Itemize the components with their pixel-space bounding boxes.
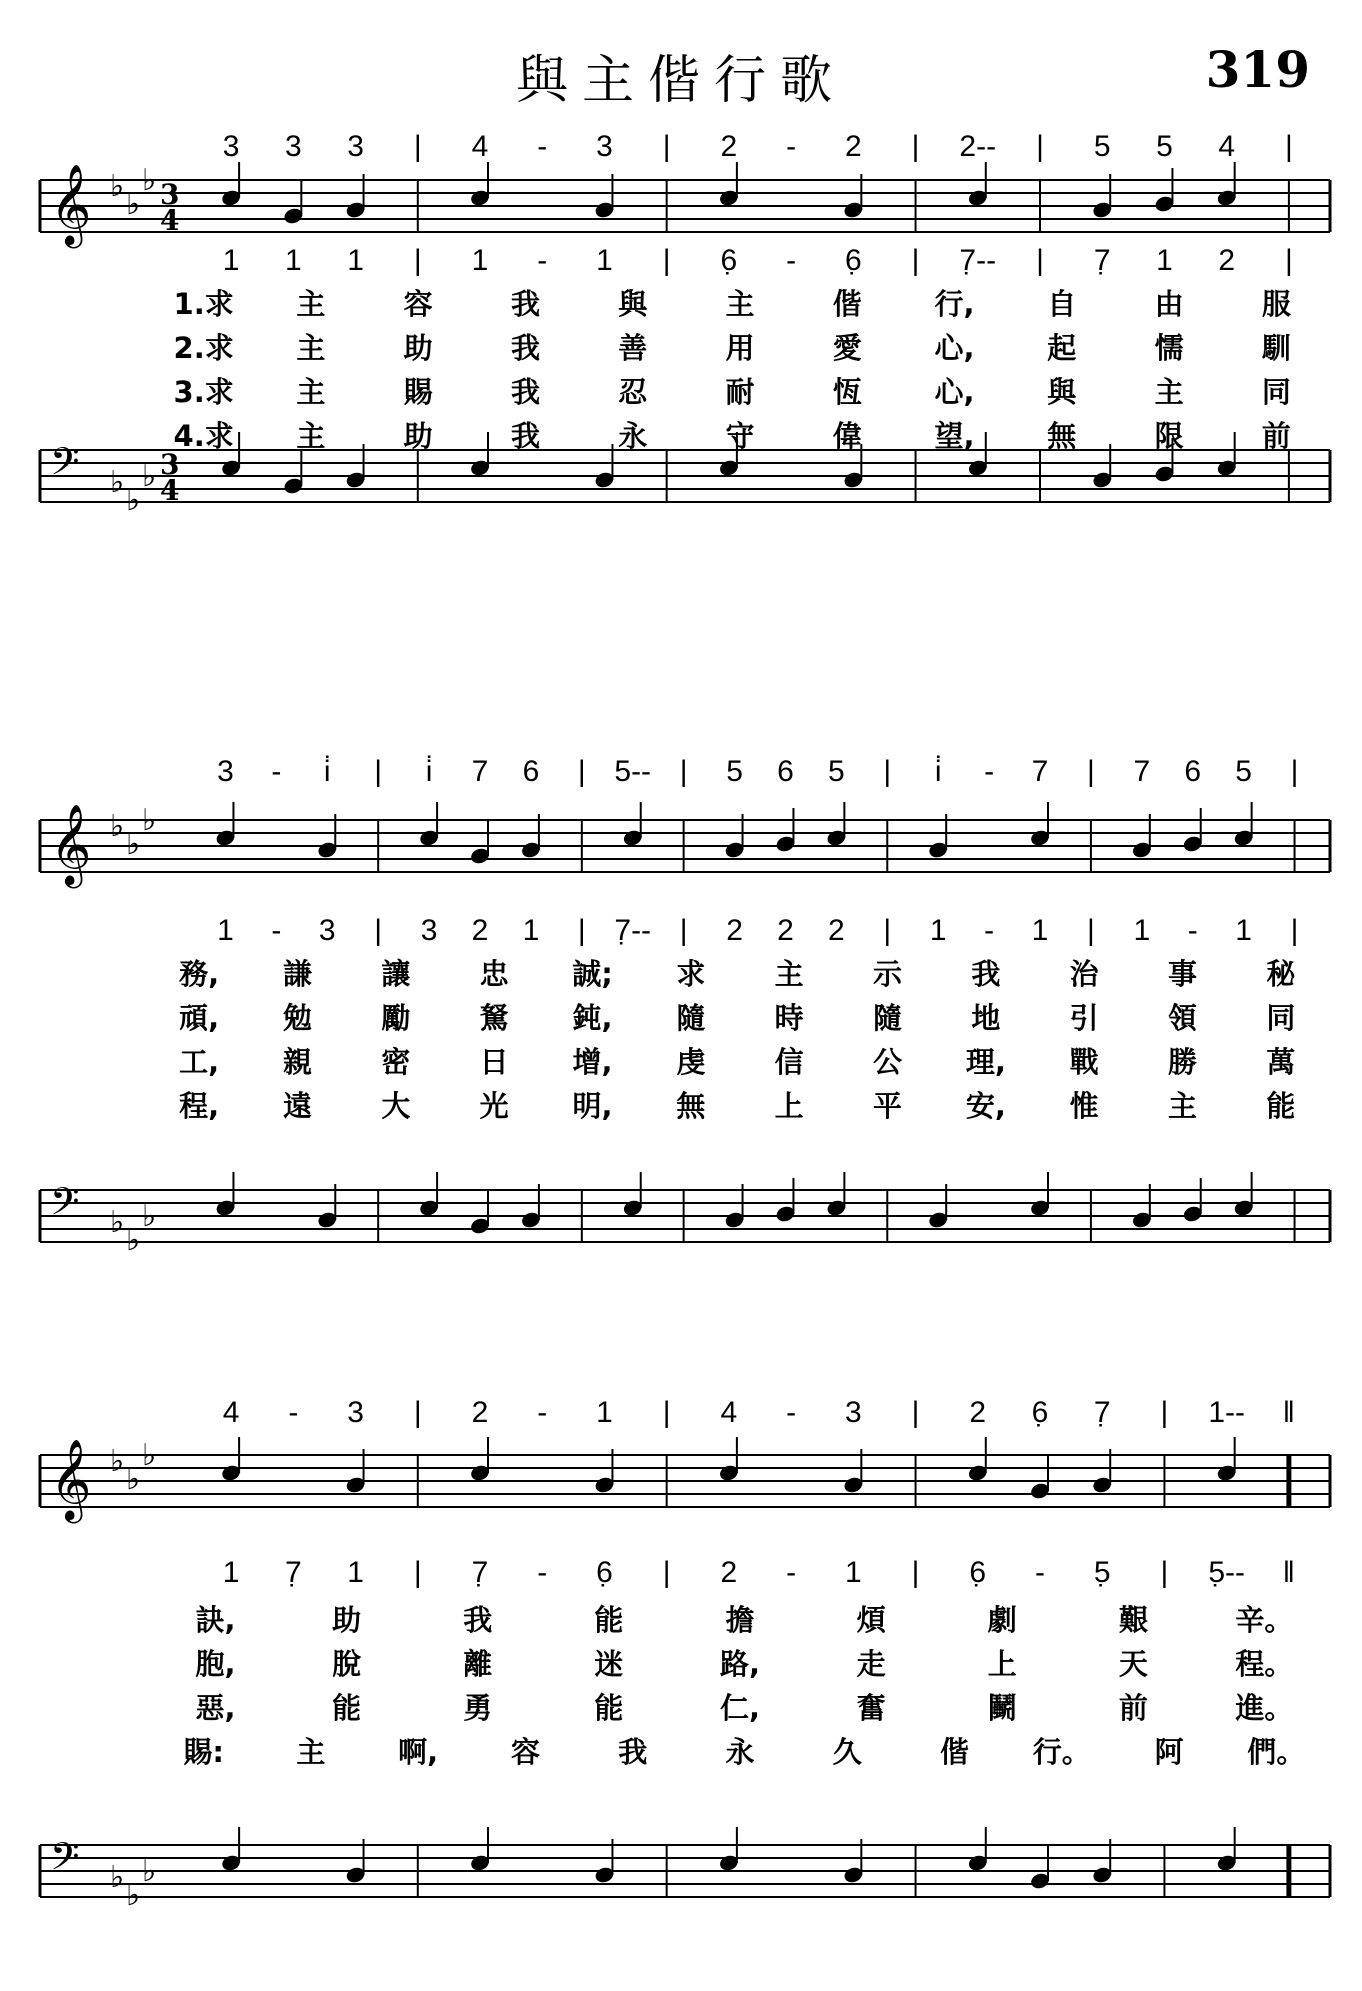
lyric-syllable: 走 [856,1647,886,1681]
lyric-syllable: 行, [934,287,975,321]
lyric-syllable: 程, [179,1089,220,1123]
barline-mark: | [413,1556,422,1589]
numbered-note: 1 [1031,914,1049,947]
lyric-syllable: 助 [403,419,433,453]
lyric-syllable: 心, [934,331,975,365]
time-signature-top: 3 [160,448,180,481]
lyric-syllable: 光 [479,1089,509,1123]
lyric-syllable: 擔 [725,1603,755,1637]
lyric-syllable: 駑 [479,1001,509,1035]
barline-mark: | [679,755,688,788]
numbered-note: 4 [471,130,489,163]
numbered-note: 1-- [1208,1396,1245,1429]
lyric-syllable: 助 [332,1603,362,1637]
barline-mark: | [374,914,383,947]
numbered-note: 3 [596,130,613,163]
soprano-number-row [0,755,1362,799]
lyric-syllable: 親 [282,1045,313,1079]
treble-clef-icon: 𝄞 [50,163,92,245]
lyric-syllable: 能 [1266,1089,1296,1123]
lyric-syllable: 虔 [676,1045,706,1079]
lyric-syllable: 秘 [1266,957,1296,991]
lyric-verse-1 [0,282,1362,322]
numbered-note: 3 [217,755,234,788]
flat-icon: ♭ [110,1205,125,1240]
lyric-syllable: 隨 [676,1001,706,1035]
numbered-note: - [1187,914,1198,947]
lyric-syllable: 脫 [332,1647,362,1681]
bass-staff [0,1170,1362,1270]
numbered-note: 5 [828,755,845,788]
numbered-note: 7 [1133,755,1151,788]
numbered-note: 5 [1093,130,1111,163]
lyric-syllable: 無 [1047,419,1077,453]
numbered-note: 1 [1133,914,1151,947]
numbered-note: - [537,1396,548,1429]
hymn-title: 與主偕行歌 [515,51,846,111]
lyric-syllable: 我 [971,957,1001,991]
lyric-syllable: 惟 [1069,1089,1099,1123]
flat-icon: ♭ [142,459,157,494]
numbered-note: 6̣ [969,1556,987,1589]
lyric-syllable: 懦 [1154,331,1184,365]
bass-clef-icon: 𝄢 [50,1179,80,1233]
lyric-syllable: 4.求 [173,419,234,453]
lyric-syllable: 心, [934,375,975,409]
lyric-syllable: 謙 [282,957,313,991]
lyric-syllable: 示 [872,957,903,991]
bass-clef-icon: 𝄢 [50,1834,80,1888]
numbered-note: 5 [726,755,743,788]
barline-mark: | [413,244,422,277]
flat-icon: ♭ [126,1462,141,1497]
lyric-syllable: 主 [296,419,326,453]
numbered-note: 5 [1156,130,1173,163]
numbered-note: 1 [471,244,489,277]
numbered-note: - [1035,1556,1045,1589]
barline-mark: | [1036,130,1044,163]
lyric-syllable: 務, [179,957,220,991]
lyric-syllable: 勇 [463,1691,493,1725]
barline-mark: | [577,755,586,788]
barline-mark: | [413,130,422,163]
lyric-syllable: 誠; [572,957,613,991]
numbered-note: - [984,914,995,947]
lyric-syllable: 我 [510,287,540,321]
lyric-syllable: 公 [872,1045,903,1079]
lyric-verse-1 [0,952,1362,992]
numbered-note: 2 [844,130,862,163]
alto-number-row [0,1556,1362,1600]
numbered-note: 4 [1218,130,1235,163]
numbered-note: 1 [522,914,540,947]
barline-mark: | [1087,914,1095,947]
barline-mark: ‖ [1282,1396,1296,1429]
lyric-syllable: 用 [725,331,755,365]
lyric-verse-4 [0,1084,1362,1124]
lyric-syllable: 我 [510,331,540,365]
numbered-note: 3 [420,914,438,947]
lyric-syllable: 工, [179,1045,220,1079]
numbered-note: 2 [1218,244,1235,277]
numbered-note: 7̣-- [959,244,997,277]
lyric-syllable: 隨 [872,1001,903,1035]
numbered-note: 1 [596,1396,613,1429]
lyric-syllable: 上 [987,1647,1017,1681]
lyric-syllable: 讓 [381,957,411,991]
numbered-note: 1 [596,244,613,277]
barline-mark: | [911,130,920,163]
lyric-syllable: 能 [332,1691,362,1725]
lyric-syllable: 行。 [1032,1735,1091,1769]
treble-clef-icon: 𝄞 [50,803,92,885]
lyric-syllable: 明, [572,1089,613,1123]
lyric-syllable: 迷 [594,1647,624,1681]
barline-mark: | [662,1396,671,1429]
numbered-note: 2 [471,914,489,947]
numbered-note: 3 [284,130,302,163]
lyric-syllable: 惡, [195,1691,236,1725]
barline-mark: ‖ [1282,1556,1296,1589]
lyric-syllable: 進。 [1235,1691,1294,1725]
lyric-syllable: 與 [618,287,648,321]
lyric-syllable: 我 [510,375,540,409]
numbered-note: - [537,130,548,163]
numbered-note: 1 [1156,244,1173,277]
numbered-note: 2 [720,130,738,163]
lyric-syllable: 我 [618,1735,648,1769]
numbered-note: 2 [828,914,845,947]
barline-mark: | [883,755,892,788]
numbered-note: - [786,130,797,163]
numbered-note: - [786,1556,797,1589]
time-signature-bottom: 4 [160,204,180,237]
lyric-syllable: 艱 [1118,1603,1148,1637]
lyric-syllable: 主 [1167,1089,1198,1123]
lyric-syllable: 能 [594,1691,624,1725]
numbered-note: 2 [969,1396,987,1429]
numbered-note: 1 [1235,914,1252,947]
lyric-syllable: 忠 [479,957,509,991]
lyric-syllable: 永 [725,1735,755,1769]
lyric-syllable: 鬭 [987,1691,1017,1725]
lyric-syllable: 上 [774,1089,804,1123]
lyric-syllable: 劇 [987,1603,1017,1637]
numbered-note: 4 [222,1396,240,1429]
flat-icon: ♭ [126,1878,141,1913]
barline-mark: | [577,914,586,947]
lyric-syllable: 們。 [1247,1735,1306,1769]
barline-mark: | [662,1556,671,1589]
numbered-note: i̇ [425,755,433,788]
lyric-syllable: 能 [594,1603,624,1637]
lyric-syllable: 求 [676,957,706,991]
numbered-note: 7̣ [471,1556,489,1589]
barline-mark: | [1036,244,1044,277]
numbered-note: - [271,755,282,788]
lyric-syllable: 阿 [1154,1735,1184,1769]
lyric-verse-3 [0,1686,1362,1726]
lyric-syllable: 偕 [940,1735,970,1769]
numbered-note: 7̣ [284,1556,302,1589]
lyric-syllable: 引 [1069,1001,1099,1035]
numbered-note: 5-- [614,755,652,788]
barline-mark: | [1087,755,1095,788]
lyric-syllable: 與 [1047,375,1077,409]
lyric-syllable: 日 [479,1045,509,1079]
lyric-syllable: 勉 [282,1001,313,1035]
barline-mark: | [374,755,383,788]
lyric-syllable: 戰 [1069,1045,1099,1079]
numbered-note: 1 [217,914,234,947]
lyric-syllable: 同 [1261,375,1291,409]
barline-mark: | [911,244,920,277]
numbered-note: 6̣ [844,244,862,277]
numbered-note: 1 [929,914,947,947]
flat-icon: ♭ [126,827,141,862]
lyric-syllable: 理, [965,1045,1006,1079]
barline-mark: | [662,244,671,277]
lyric-syllable: 由 [1154,287,1184,321]
barline-mark: | [1160,1556,1169,1589]
lyric-syllable: 事 [1167,957,1198,991]
lyric-syllable: 主 [1154,375,1184,409]
lyric-syllable: 我 [510,419,540,453]
lyric-syllable: 自 [1047,287,1077,321]
flat-icon: ♭ [142,803,157,838]
lyric-syllable: 賜: [183,1735,224,1769]
flat-icon: ♭ [142,1199,157,1234]
flat-icon: ♭ [126,187,141,222]
numbered-note: 2 [726,914,743,947]
numbered-note: 7̣ [1093,1396,1111,1429]
lyric-verse-3 [0,1040,1362,1080]
barline-mark: | [679,914,688,947]
lyric-syllable: 訣, [195,1603,236,1637]
lyric-syllable: 時 [774,1001,804,1035]
numbered-note: 6̣ [720,244,738,277]
lyric-syllable: 大 [381,1089,411,1123]
time-signature-top: 3 [160,178,180,211]
lyric-syllable: 望, [934,419,975,453]
soprano-number-row [0,1396,1362,1440]
numbered-note: 5 [1235,755,1252,788]
treble-staff [0,1435,1362,1535]
lyric-syllable: 我 [463,1603,493,1637]
hymn-number: 319 [1205,40,1310,99]
lyric-verse-3 [0,370,1362,410]
numbered-note: 1 [844,1556,862,1589]
numbered-note: 6 [522,755,540,788]
lyric-syllable: 治 [1069,957,1099,991]
numbered-note: 5̣-- [1208,1556,1245,1589]
numbered-note: 2 [720,1556,738,1589]
lyric-syllable: 服 [1261,287,1291,321]
lyric-syllable: 愛 [832,331,862,365]
lyric-syllable: 1.求 [173,287,234,321]
lyric-syllable: 胞, [195,1647,236,1681]
flat-icon: ♭ [126,483,141,518]
numbered-note: 1 [222,1556,240,1589]
lyric-syllable: 2.求 [173,331,234,365]
lyric-syllable: 仁, [719,1691,761,1725]
numbered-note: 7 [1031,755,1049,788]
numbered-note: - [271,914,282,947]
numbered-note: 7̣-- [614,914,652,947]
numbered-note: 2-- [959,130,997,163]
flat-icon: ♭ [110,1444,125,1479]
lyric-syllable: 偕 [832,287,862,321]
flat-icon: ♭ [110,169,125,204]
numbered-note: 1 [347,1556,364,1589]
lyric-syllable: 善 [618,331,648,365]
bass-staff [0,1825,1362,1925]
lyric-syllable: 前 [1118,1691,1148,1725]
numbered-note: 1 [347,244,364,277]
barline-mark: | [662,130,671,163]
lyric-syllable: 啊, [398,1735,439,1769]
numbered-note: 7̣ [1093,244,1111,277]
flat-icon: ♭ [110,465,125,500]
lyric-syllable: 前 [1261,419,1291,453]
barline-mark: | [1290,755,1299,788]
numbered-note: 2 [471,1396,489,1429]
flat-icon: ♭ [126,1223,141,1258]
lyric-syllable: 程。 [1235,1647,1294,1681]
lyric-syllable: 同 [1266,1001,1296,1035]
numbered-note: 6̣ [1031,1396,1049,1429]
numbered-note: - [786,1396,797,1429]
numbered-note: i̇ [323,755,331,788]
time-signature-bottom: 4 [160,474,180,507]
lyric-syllable: 守 [725,419,755,453]
barline-mark: | [1160,1396,1169,1429]
barline-mark: | [413,1396,422,1429]
lyric-syllable: 容 [510,1735,540,1769]
numbered-note: 1 [222,244,240,277]
lyric-syllable: 勝 [1167,1045,1198,1079]
lyric-syllable: 辛。 [1235,1603,1294,1637]
numbered-note: - [537,1556,548,1589]
lyric-syllable: 耐 [725,375,755,409]
lyric-syllable: 路, [719,1647,761,1681]
lyric-verse-4 [0,1730,1362,1770]
numbered-note: 7 [471,755,489,788]
flat-icon: ♭ [110,809,125,844]
barline-mark: | [883,914,892,947]
numbered-note: 3 [347,1396,364,1429]
lyric-syllable: 無 [676,1089,706,1123]
lyric-syllable: 偉 [832,419,862,453]
lyric-syllable: 奮 [856,1691,886,1725]
lyric-syllable: 恆 [832,375,862,409]
lyric-syllable: 離 [463,1647,493,1681]
barline-mark: | [1284,130,1293,163]
lyric-syllable: 萬 [1266,1045,1296,1079]
lyric-syllable: 主 [296,287,326,321]
flat-icon: ♭ [142,1854,157,1889]
numbered-note: 4 [720,1396,738,1429]
lyric-syllable: 領 [1167,1001,1198,1035]
lyric-syllable: 限 [1154,419,1184,453]
lyric-syllable: 煩 [856,1603,886,1637]
numbered-note: 6 [1184,755,1202,788]
numbered-note: 6̣ [596,1556,613,1589]
lyric-syllable: 容 [403,287,433,321]
lyric-syllable: 安, [965,1089,1006,1123]
flat-icon: ♭ [142,163,157,198]
lyric-syllable: 信 [774,1045,804,1079]
numbered-note: 3 [347,130,364,163]
lyric-syllable: 地 [971,1001,1001,1035]
lyric-syllable: 賜 [403,375,433,409]
treble-clef-icon: 𝄞 [50,1438,92,1520]
lyric-syllable: 3.求 [173,375,234,409]
numbered-note: 1 [284,244,302,277]
lyric-syllable: 勵 [381,1001,411,1035]
numbered-note: 6 [777,755,794,788]
numbered-note: - [786,244,797,277]
lyric-syllable: 天 [1118,1647,1148,1681]
lyric-syllable: 增, [572,1045,613,1079]
lyric-syllable: 永 [618,419,648,453]
flat-icon: ♭ [142,1438,157,1473]
numbered-note: 3 [844,1396,862,1429]
lyric-verse-4 [0,414,1362,454]
numbered-note: i̇ [934,755,942,788]
lyric-syllable: 主 [725,287,755,321]
numbered-note: 2 [777,914,794,947]
lyric-syllable: 遠 [282,1089,313,1123]
lyric-syllable: 馴 [1261,331,1291,365]
numbered-note: - [537,244,548,277]
lyric-verse-1 [0,1598,1362,1638]
lyric-syllable: 久 [832,1735,862,1769]
barline-mark: | [1290,914,1299,947]
barline-mark: | [1284,244,1293,277]
lyric-syllable: 主 [296,1735,326,1769]
barline-mark: | [911,1556,920,1589]
barline-mark: | [911,1396,920,1429]
lyric-syllable: 平 [872,1089,903,1123]
numbered-note: - [984,755,995,788]
flat-icon: ♭ [110,1860,125,1895]
lyric-syllable: 頑, [179,1001,220,1035]
lyric-syllable: 助 [403,331,433,365]
treble-staff [0,800,1362,900]
lyric-syllable: 鈍, [572,1001,613,1035]
lyric-syllable: 主 [296,331,326,365]
bass-clef-icon: 𝄢 [50,439,80,493]
numbered-note: 3 [222,130,240,163]
lyric-verse-2 [0,996,1362,1036]
numbered-note: - [288,1396,299,1429]
lyric-verse-2 [0,1642,1362,1682]
numbered-note: 3 [318,914,336,947]
lyric-syllable: 忍 [618,375,648,409]
lyric-syllable: 起 [1047,331,1077,365]
lyric-syllable: 主 [774,957,804,991]
numbered-note: 5̣ [1093,1556,1111,1589]
lyric-syllable: 主 [296,375,326,409]
lyric-syllable: 密 [381,1045,411,1079]
lyric-verse-2 [0,326,1362,366]
